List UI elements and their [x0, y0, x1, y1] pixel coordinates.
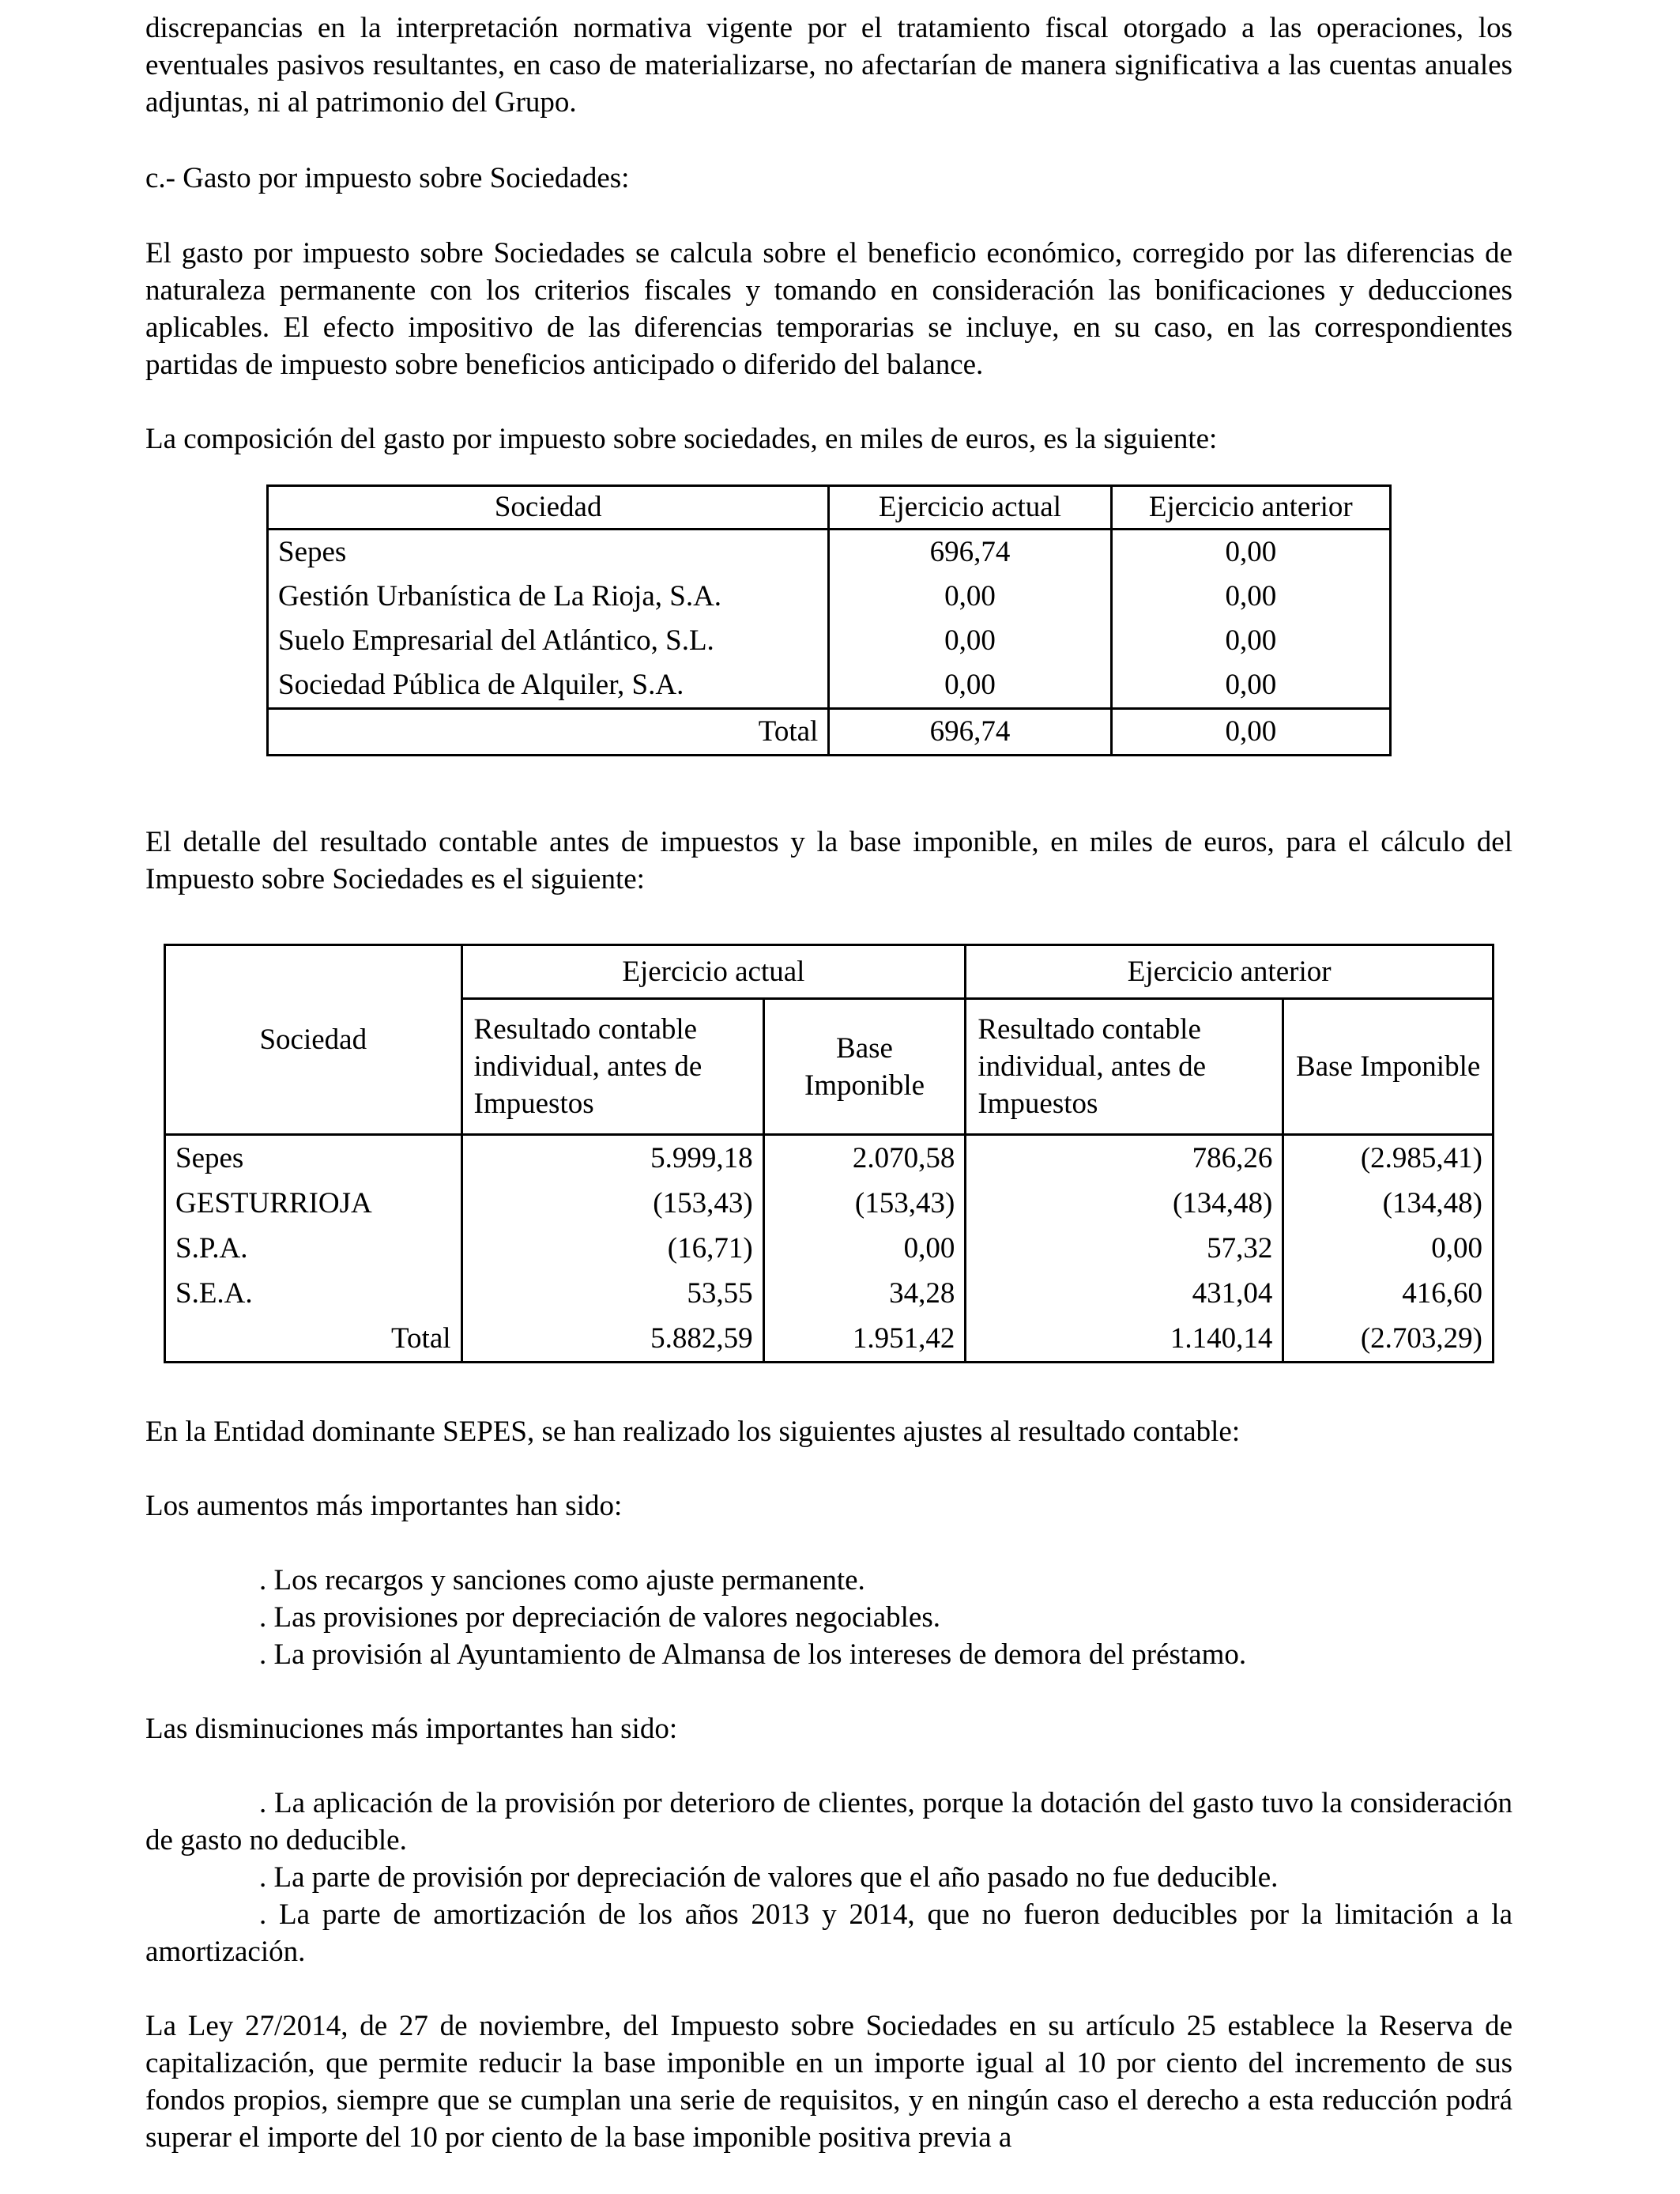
paragraph-composicion: La composición del gasto por impuesto sobre sociedades, en miles de euros, es la siguiente:: [145, 423, 1218, 455]
list-item: . La aplicación de la provisión por deterioro de clientes, porque la dotación del gasto tuvo la consideración de gasto no deducible.: [145, 1787, 1512, 1857]
list-item: . La provisión al Ayuntamiento de Almansa de los intereses de demora del préstamo.: [259, 1638, 1247, 1671]
table-cell: 696,74: [829, 530, 1111, 575]
paragraph-intro: discrepancias en la interpretación normativa vigente por el tratamiento fiscal otorgado a las operaciones, los eventuales pasivos resultantes, en caso de materializarse, no afectarían de manera significativa a las cuentas anuales adjuntas, ni al patrimonio del Grupo.: [145, 12, 1512, 119]
table-cell: 53,55: [461, 1271, 763, 1316]
table-cell: (153,43): [763, 1181, 966, 1226]
table-cell: (134,48): [1283, 1181, 1494, 1226]
table-total-row: [165, 1316, 1494, 1363]
table-cell: 696,74: [829, 709, 1111, 756]
table-cell: 1.140,14: [966, 1316, 1283, 1363]
column-header-resultado: Resultado contable individual, antes de Impuestos: [966, 999, 1283, 1135]
table-cell: 5.999,18: [461, 1135, 763, 1182]
table-cell: 786,26: [966, 1135, 1283, 1182]
total-label: Total: [165, 1316, 462, 1363]
table-cell: (2.703,29): [1283, 1316, 1494, 1363]
column-header-sociedad: Sociedad: [165, 945, 462, 1135]
table-row: [268, 663, 1391, 709]
column-header-base: Base Imponible: [1283, 999, 1494, 1135]
paragraph-detalle: El detalle del resultado contable antes de impuestos y la base imponible, en miles de euros, para el cálculo del Impuesto sobre Sociedades es el siguiente:: [145, 826, 1512, 895]
table-cell: 57,32: [966, 1226, 1283, 1271]
table-cell: (16,71): [461, 1226, 763, 1271]
table-cell: (153,43): [461, 1181, 763, 1226]
total-label: Total: [268, 709, 829, 756]
paragraph-gasto-impuesto: El gasto por impuesto sobre Sociedades se calcula sobre el beneficio económico, corregido por las diferencias de naturaleza permanente con los criterios fiscales y tomando en consideración las bonificaciones y deducciones aplicables. El efecto impositivo de las diferencias temporarias se incluye, en su caso, en las correspondientes partidas de impuesto sobre beneficios anticipado o diferido del balance.: [145, 237, 1512, 381]
paragraph-disminuciones-heading: Las disminuciones más importantes han sido:: [145, 1713, 678, 1745]
column-group-anterior: Ejercicio anterior: [966, 945, 1494, 999]
table-cell: 34,28: [763, 1271, 966, 1316]
column-header: Ejercicio anterior: [1111, 486, 1390, 530]
table-cell: 0,00: [1111, 575, 1390, 619]
paragraph-aumentos-heading: Los aumentos más importantes han sido:: [145, 1490, 623, 1522]
column-group-actual: Ejercicio actual: [461, 945, 966, 999]
table-cell: 0,00: [829, 575, 1111, 619]
table-cell: Gestión Urbanística de La Rioja, S.A.: [268, 575, 829, 619]
table-cell: 416,60: [1283, 1271, 1494, 1316]
column-header: Ejercicio actual: [829, 486, 1111, 530]
table-row: [165, 1271, 1494, 1316]
table-cell: 5.882,59: [461, 1316, 763, 1363]
section-heading-c: c.- Gasto por impuesto sobre Sociedades:: [145, 162, 630, 194]
column-header-base: Base Imponible: [763, 999, 966, 1135]
table-cell: 0,00: [763, 1226, 966, 1271]
list-item: . Los recargos y sanciones como ajuste permanente.: [259, 1564, 865, 1596]
table-cell: 0,00: [1111, 709, 1390, 756]
table-cell: Sepes: [268, 530, 829, 575]
gasto-impuesto-table: [266, 484, 1392, 756]
table-cell: 0,00: [829, 663, 1111, 709]
table-header-row: [268, 486, 1391, 530]
list-item: . La parte de provisión por depreciación de valores que el año pasado no fue deducible.: [259, 1861, 1279, 1894]
table-total-row: [268, 709, 1391, 756]
table-cell: Suelo Empresarial del Atlántico, S.L.: [268, 619, 829, 663]
table-row: [268, 619, 1391, 663]
list-item: . Las provisiones por depreciación de valores negociables.: [259, 1601, 941, 1634]
table-cell: 0,00: [1111, 619, 1390, 663]
table-cell: 0,00: [1111, 663, 1390, 709]
table-cell: 0,00: [1111, 530, 1390, 575]
table-cell: (134,48): [966, 1181, 1283, 1226]
paragraph-ajustes: En la Entidad dominante SEPES, se han realizado los siguientes ajustes al resultado contable:: [145, 1416, 1241, 1448]
table-row: [268, 575, 1391, 619]
table-cell: Sepes: [165, 1135, 462, 1182]
paragraph-ley: La Ley 27/2014, de 27 de noviembre, del Impuesto sobre Sociedades en su artículo 25 establece la Reserva de capitalización, que permite reducir la base imponible en un importe igual al 10 por ciento del incremento de sus fondos propios, siempre que se cumplan una serie de requisitos, y en ningún caso el derecho a esta reducción podrá superar el importe del 10 por ciento de la base imponible positiva previa a: [145, 2010, 1512, 2154]
table-row: [165, 1181, 1494, 1226]
table-row: [268, 530, 1391, 575]
table-cell: 0,00: [1283, 1226, 1494, 1271]
table-cell: 1.951,42: [763, 1316, 966, 1363]
table-cell: Sociedad Pública de Alquiler, S.A.: [268, 663, 829, 709]
list-item: . La parte de amortización de los años 2013 y 2014, que no fueron deducibles por la limitación a la amortización.: [145, 1898, 1512, 1968]
table-row: [165, 1135, 1494, 1182]
table-row: [165, 1226, 1494, 1271]
column-header-resultado: Resultado contable individual, antes de Impuestos: [461, 999, 763, 1135]
table-group-header-row: [165, 945, 1494, 999]
table-cell: (2.985,41): [1283, 1135, 1494, 1182]
table-cell: 431,04: [966, 1271, 1283, 1316]
table-cell: GESTURRIOJA: [165, 1181, 462, 1226]
table-cell: S.E.A.: [165, 1271, 462, 1316]
table-cell: S.P.A.: [165, 1226, 462, 1271]
table-cell: 0,00: [829, 619, 1111, 663]
column-header: Sociedad: [268, 486, 829, 530]
resultado-contable-table: [164, 944, 1494, 1363]
table-cell: 2.070,58: [763, 1135, 966, 1182]
